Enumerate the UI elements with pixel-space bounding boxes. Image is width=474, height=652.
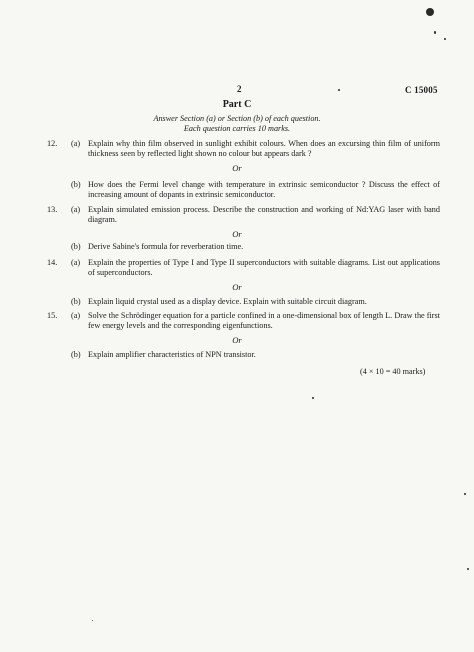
sub-label-b: (b)	[71, 350, 81, 359]
instruction-line-1: Answer Section (a) or Section (b) of each question.	[153, 114, 321, 123]
sub-label-b: (b)	[71, 180, 81, 189]
ink-speck	[338, 89, 340, 91]
ink-speck	[434, 31, 436, 34]
question-number: 12.	[47, 139, 58, 148]
sub-label-a: (a)	[71, 139, 81, 148]
or-separator: Or	[232, 282, 242, 292]
question-15b-text: Explain amplifier characteristics of NPN transistor.	[88, 350, 256, 359]
sub-label-a: (a)	[71, 258, 81, 267]
question-number: 13.	[47, 205, 58, 214]
page-number: 2	[237, 84, 242, 94]
question-14b-text: Explain liquid crystal used as a display device. Explain with suitable circuit diagram.	[88, 297, 367, 306]
sub-label-a: (a)	[71, 205, 81, 214]
question-15a-text: Solve the Schrödinger equation for a particle confined in a one-dimensional box of length L. Draw the first few energy levels and the corresponding eigenfunctions.	[88, 311, 440, 330]
or-separator: Or	[232, 335, 242, 345]
marks-total: (4 × 10 = 40 marks)	[360, 367, 426, 376]
question-13b-text: Derive Sabine's formula for reverberation time.	[88, 242, 244, 251]
instruction-line-2: Each question carries 10 marks.	[183, 124, 291, 133]
ink-blot	[426, 8, 434, 16]
or-separator: Or	[232, 163, 242, 173]
question-number: 14.	[47, 258, 58, 267]
question-14a-text: Explain the properties of Type I and Type II superconductors with suitable diagrams. List out applications of superconductors.	[88, 258, 440, 277]
ink-speck	[467, 568, 469, 570]
question-12a-text: Explain why thin film observed in sunlight exhibit colours. When does an excursing thin film of uniform thickness seen by reflected light shown no colour but appears dark ?	[88, 139, 440, 158]
paper-code: C 15005	[405, 85, 438, 95]
or-separator: Or	[232, 229, 242, 239]
part-title: Part C	[222, 99, 252, 110]
question-12b-text: How does the Fermi level change with temperature in extrinsic semiconductor ? Discuss the effect of increasing amount of dopants in extrinsic semiconductor.	[88, 180, 440, 199]
sub-label-a: (a)	[71, 311, 81, 320]
question-13a-text: Explain simulated emission process. Describe the construction and working of Nd:YAG laser with band diagram.	[88, 205, 440, 224]
question-number: 15.	[47, 311, 58, 320]
ink-speck	[464, 493, 466, 495]
sub-label-b: (b)	[71, 242, 81, 251]
ink-speck	[312, 397, 314, 399]
ink-speck	[92, 620, 93, 621]
ink-speck	[444, 38, 446, 40]
sub-label-b: (b)	[71, 297, 81, 306]
